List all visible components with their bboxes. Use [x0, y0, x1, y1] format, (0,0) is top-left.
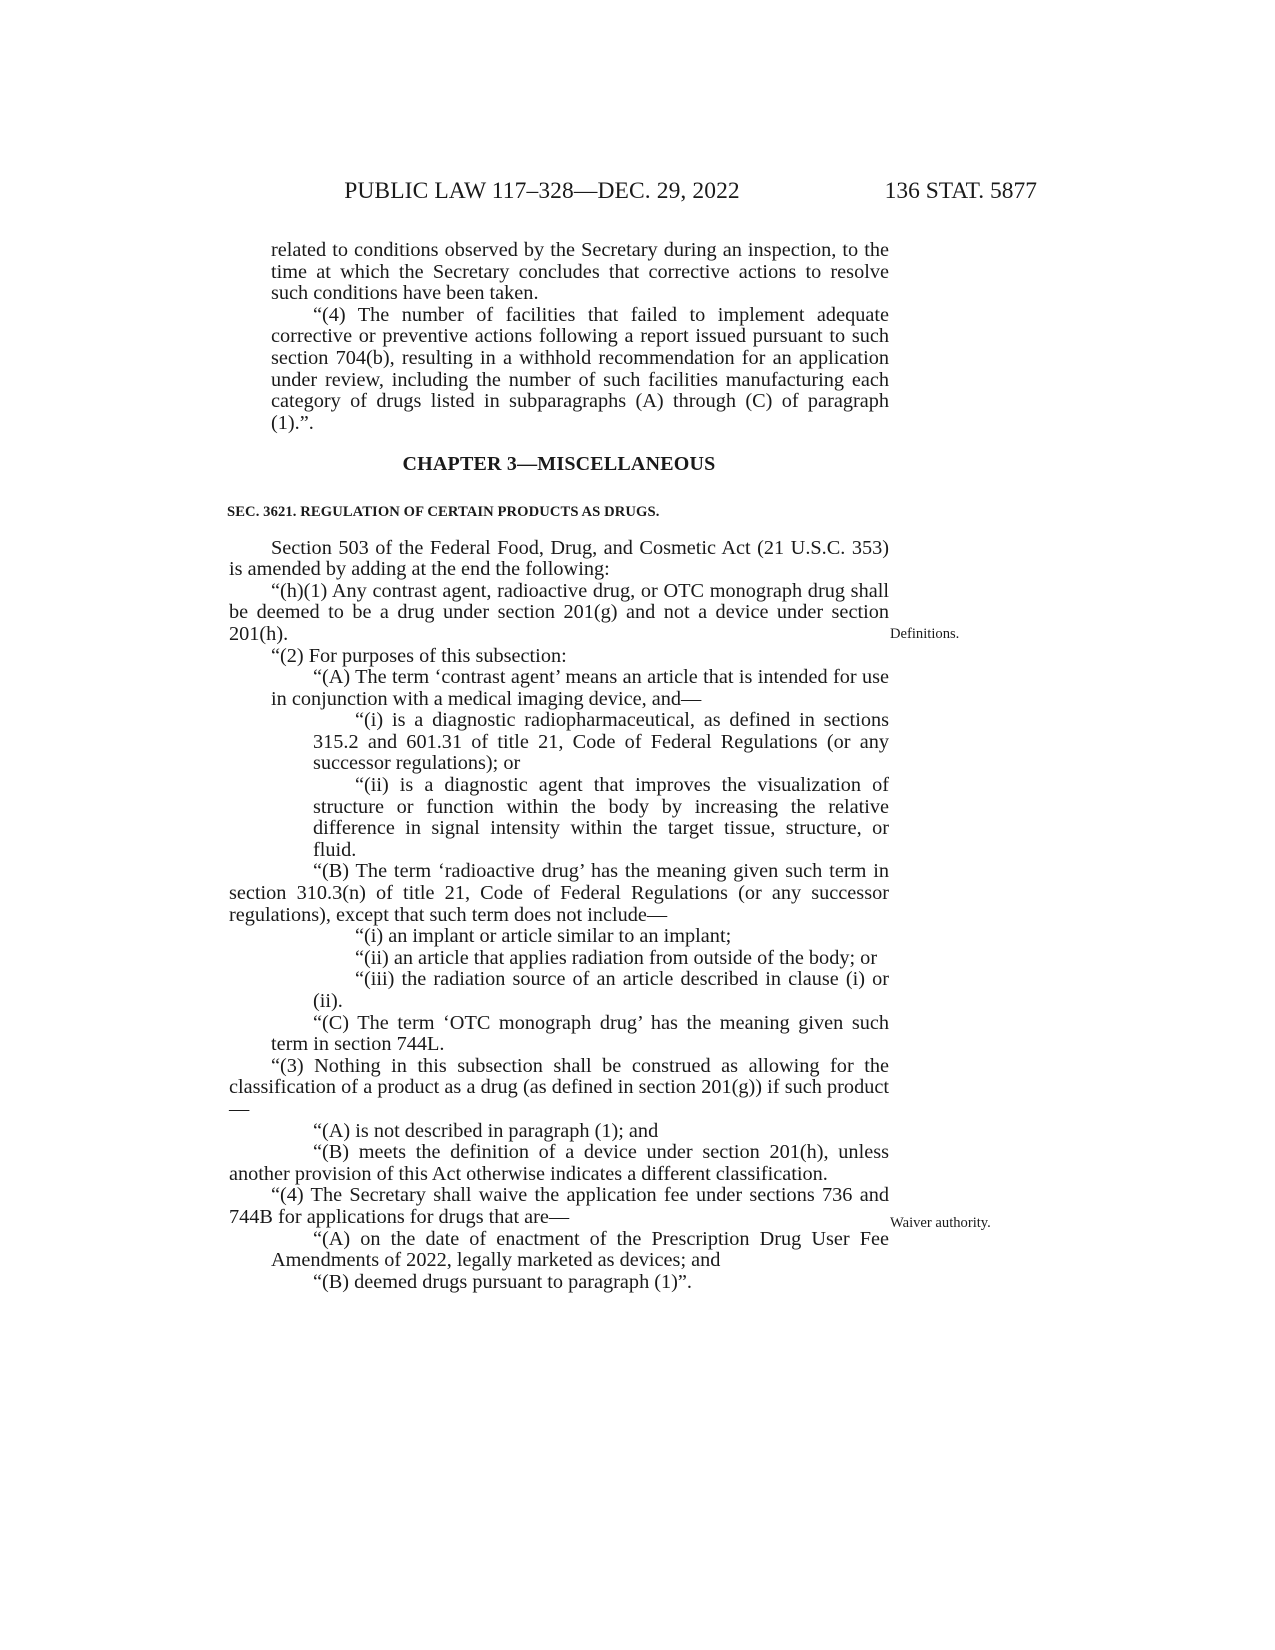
paragraph: “(4) The number of facilities that failed to implement adequate corrective or preventive actions following a report issued pursuant to such section 704(b), resulting in a withhold recommendation for an application under review, including the number of such facilities manufacturing each category of drugs listed in subparagraphs (A) through (C) of paragraph (1).”.: [271, 303, 889, 434]
paragraph: “(iii) the radiation source of an article described in clause (i) or (ii).: [313, 968, 889, 1012]
main-text-column: [229, 240, 889, 1293]
running-head-title: PUBLIC LAW 117–328—DEC. 29, 2022: [344, 178, 740, 204]
paragraph: “(A) is not described in paragraph (1); and: [313, 1119, 659, 1142]
paragraph: “(A) The term ‘contrast agent’ means an article that is intended for use in conjunction with a medical imaging device, and—: [271, 666, 889, 710]
paragraph: “(i) an implant or article similar to an implant;: [355, 925, 732, 948]
margin-note-waiver-authority: Waiver authority.: [890, 1215, 991, 1231]
page-number: 136 STAT. 5877: [884, 178, 1037, 204]
paragraph: “(B) The term ‘radioactive drug’ has the meaning given such term in section 310.3(n) of title 21, Code of Federal Regulations (or any successor regulations), except that such term does not include—: [229, 860, 889, 926]
paragraph: “(ii) an article that applies radiation from outside of the body; or: [355, 946, 878, 969]
paragraph: “(2) For purposes of this subsection:: [271, 644, 567, 667]
paragraph: “(h)(1) Any contrast agent, radioactive drug, or OTC monograph drug shall be deemed to be a drug under section 201(g) and not a device under section 201(h).: [229, 579, 889, 645]
paragraph: “(3) Nothing in this subsection shall be construed as allowing for the classification of a product as a drug (as defined in section 201(g)) if such product—: [229, 1054, 889, 1120]
paragraph: “(i) is a diagnostic radiopharmaceutical, as defined in sections 315.2 and 601.31 of title 21, Code of Federal Regulations (or any successor regulations); or: [313, 709, 889, 775]
paragraph: Section 503 of the Federal Food, Drug, and Cosmetic Act (21 U.S.C. 353) is amended by adding at the end the following:: [229, 536, 889, 581]
paragraph: “(A) on the date of enactment of the Prescription Drug User Fee Amendments of 2022, legally marketed as devices; and: [271, 1227, 889, 1272]
paragraph: related to conditions observed by the Secretary during an inspection, to the time at which the Secretary concludes that corrective actions to resolve such conditions have been taken.: [271, 239, 889, 305]
paragraph: “(C) The term ‘OTC monograph drug’ has the meaning given such term in section 744L.: [271, 1011, 889, 1056]
section-heading: SEC. 3621. REGULATION OF CERTAIN PRODUCTS AS DRUGS.: [227, 503, 660, 520]
paragraph: “(B) meets the definition of a device under section 201(h), unless another provision of this Act otherwise indicates a different classification.: [229, 1141, 889, 1185]
margin-note-definitions: Definitions.: [890, 626, 960, 642]
paragraph: “(4) The Secretary shall waive the application fee under sections 736 and 744B for applications for drugs that are—: [229, 1184, 889, 1228]
paragraph: “(ii) is a diagnostic agent that improves the visualization of structure or function within the body by increasing the relative difference in signal intensity within the target tissue, structure, or fluid.: [313, 774, 889, 861]
page-header: [0, 178, 1275, 218]
paragraph: “(B) deemed drugs pursuant to paragraph (1)”.: [313, 1270, 693, 1293]
chapter-heading: CHAPTER 3—MISCELLANEOUS: [402, 453, 716, 476]
